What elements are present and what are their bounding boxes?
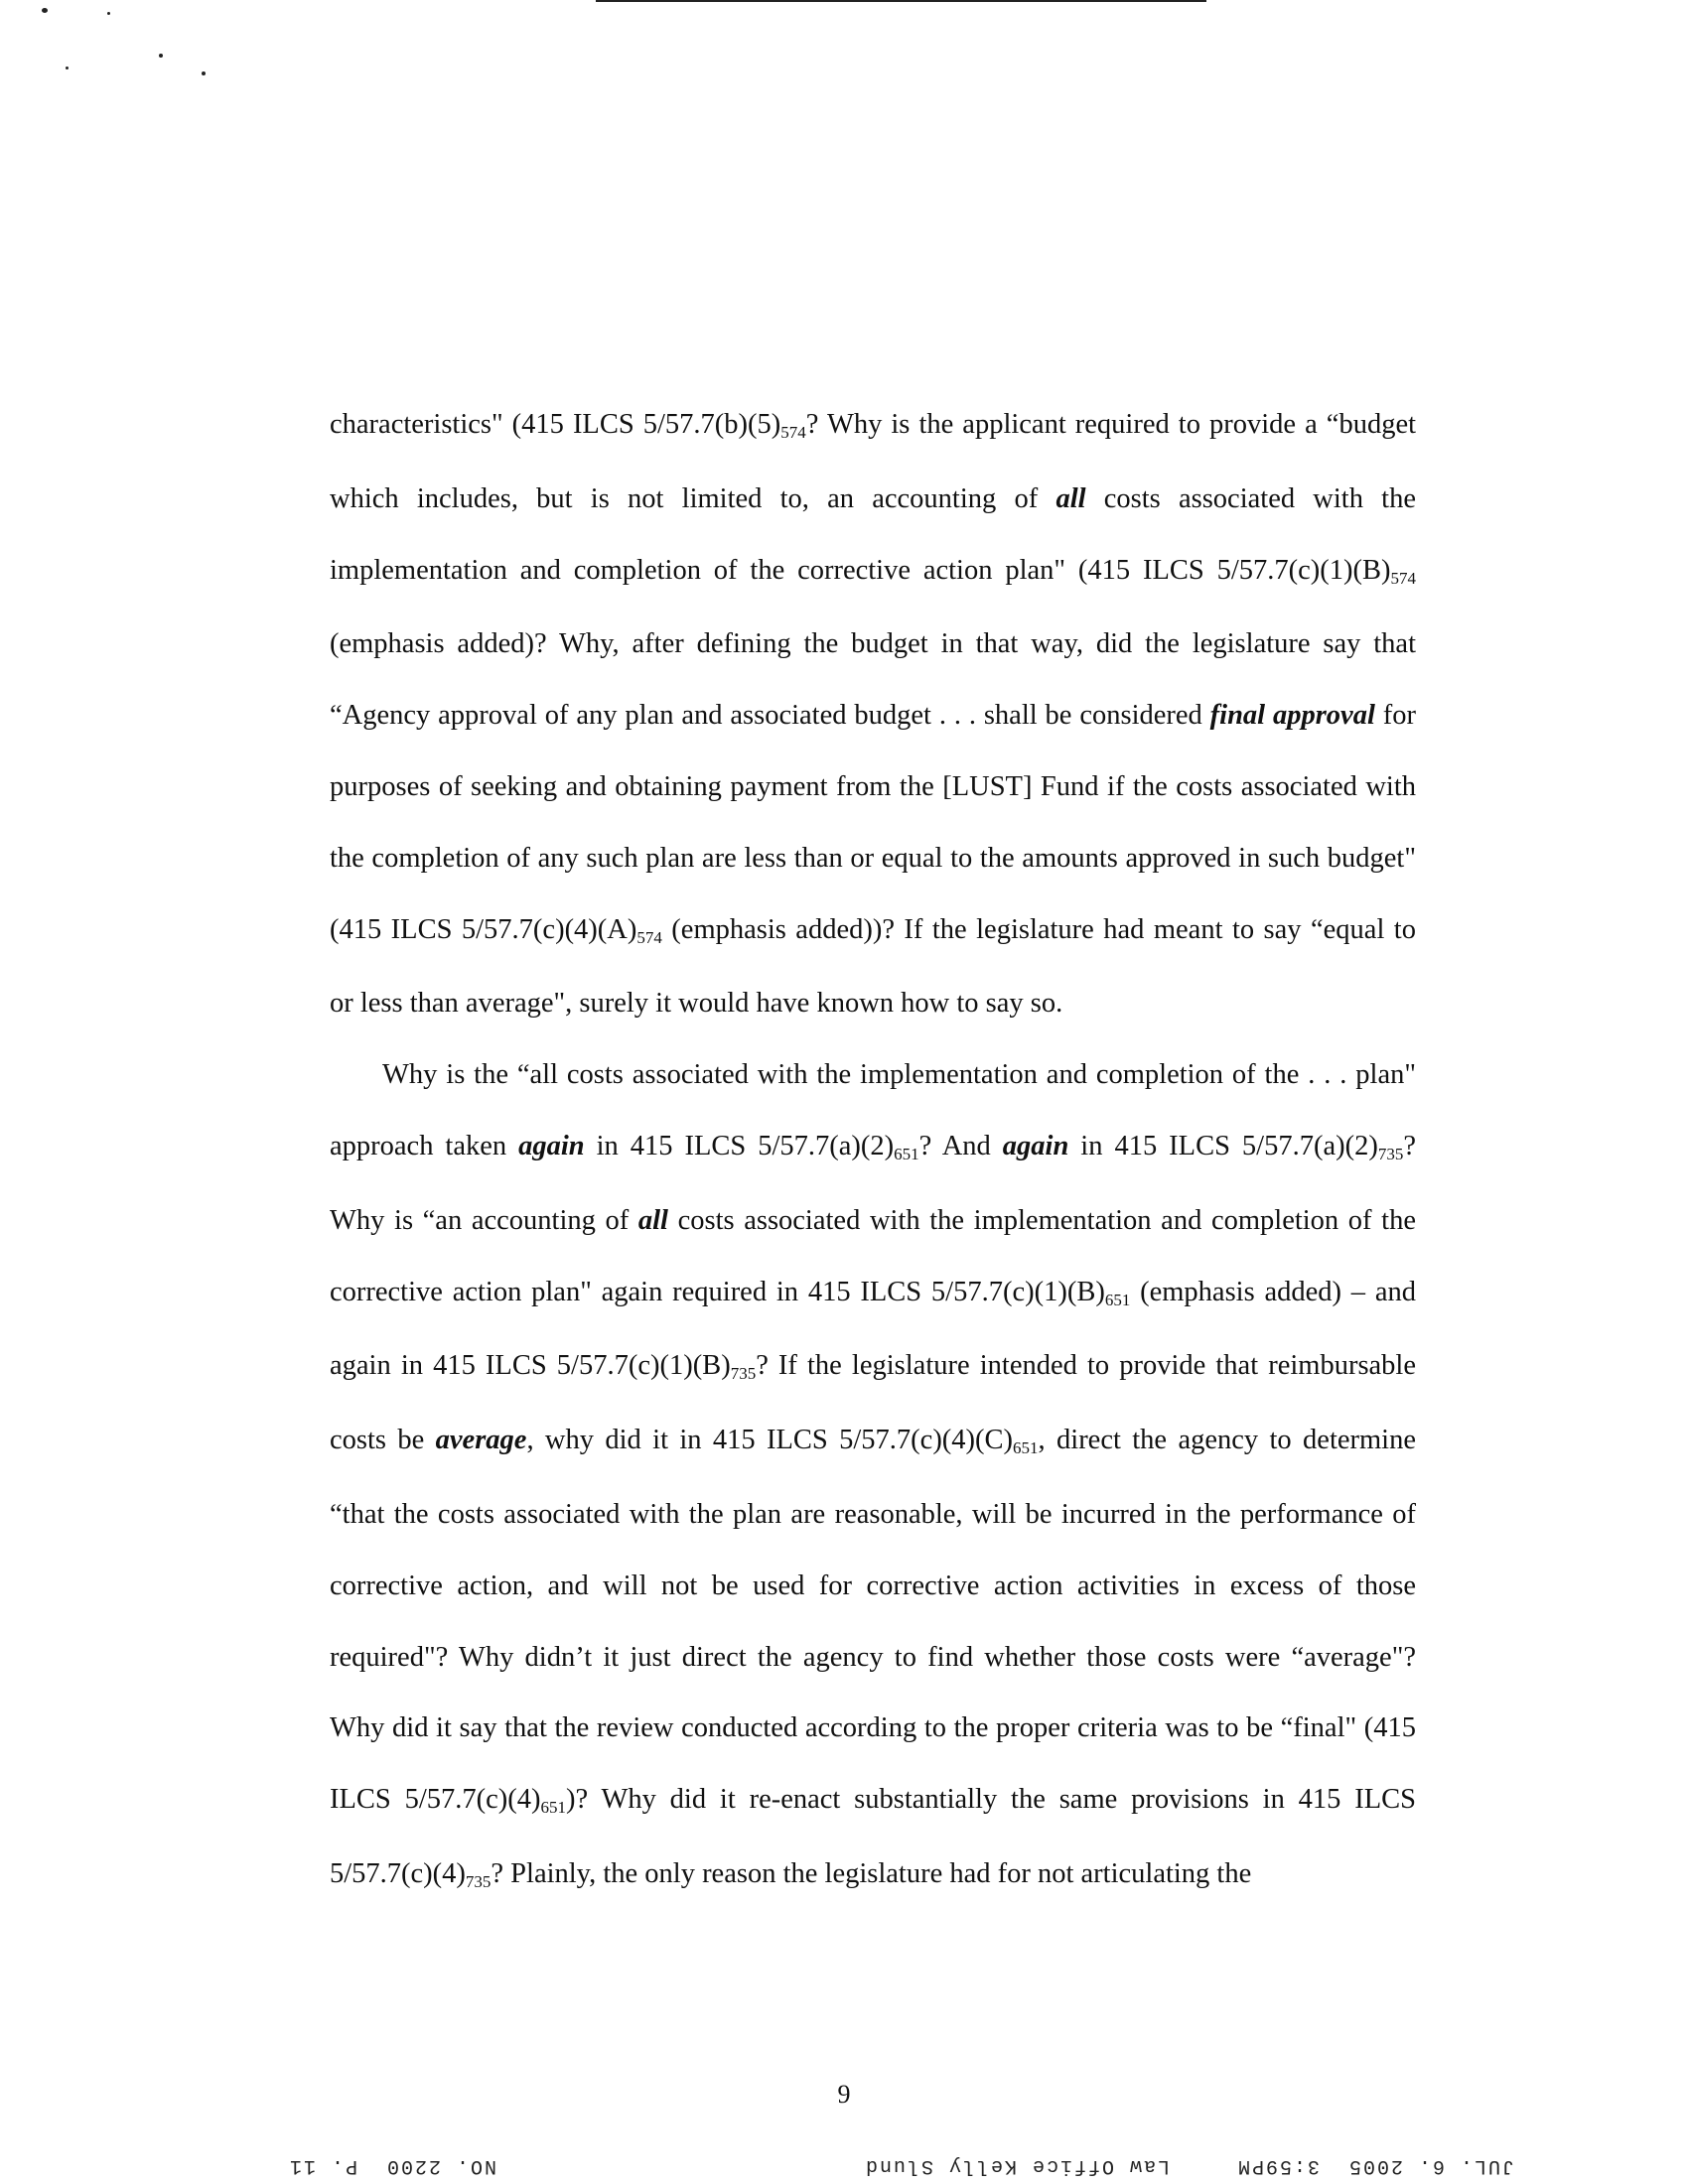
text-run: Why is the “all costs associated with the implementation and completion of the . . . plan" approach taken — [330, 1059, 1416, 1161]
emphasis: again — [518, 1130, 585, 1161]
subscript: 651 — [540, 1798, 566, 1818]
subscript: 574 — [1390, 568, 1416, 588]
subscript: 651 — [1104, 1290, 1131, 1309]
fax-footer-right: JUL. 6. 2005 3:59PM — [1236, 2154, 1515, 2177]
emphasis: final approval — [1209, 700, 1375, 732]
text-run: for purposes of seeking and obtaining payment from the [LUST] Fund if the costs associated with the completion of any such plan are less than or equal to the amounts approved in such budget" (415 ILCS 5/57.7(c)(4)(A) — [330, 700, 1416, 945]
subscript: 574 — [780, 423, 806, 442]
text-run: ? If the legislature intended to provide that reimbursable costs be — [330, 1350, 1416, 1456]
text-run: , direct the agency to determine “that the costs associated with the plan are reasonable, will be incurred in the performance of corrective action, and will not be used for corrective action activities in excess of those required"? Why didn’t it just direct the agency to find whether those costs were “average"? Why did it say that the review conducted according to the proper criteria was to be “final" (415 ILCS 5/57.7(c)(4) — [330, 1425, 1416, 1816]
paragraph-2 — [330, 1039, 1416, 1913]
scan-speck — [107, 12, 110, 15]
text-run: (emphasis added))? If the legislature had meant to say “equal to or less than average", surely it would have known how to say so. — [330, 913, 1416, 1020]
page-number: 9 — [837, 2080, 851, 2109]
text-run: ? And — [918, 1130, 1003, 1161]
text-run: ? Why is the applicant required to provide a “budget which includes, but is not limited to, an accounting of — [330, 409, 1417, 514]
top-border-line — [596, 0, 1206, 2]
emphasis: average — [435, 1425, 527, 1456]
subscript: 735 — [465, 1871, 492, 1891]
document-body — [330, 389, 1416, 1913]
text-run: ? Plainly, the only reason the legislature had for not articulating the — [491, 1857, 1252, 1889]
text-run: in 415 ILCS 5/57.7(a)(2) — [584, 1130, 895, 1161]
subscript: 651 — [1013, 1438, 1039, 1458]
fax-footer-left: NO. 2200 P. 11 — [288, 2154, 497, 2177]
text-run: , why did it in 415 ILCS 5/57.7(c)(4)(C) — [526, 1425, 1014, 1456]
subscript: 735 — [730, 1364, 757, 1384]
text-run: in 415 ILCS 5/57.7(a)(2) — [1068, 1130, 1378, 1161]
paragraph-1 — [330, 389, 1416, 1039]
subscript: 651 — [894, 1144, 919, 1163]
text-run: (emphasis added) – and again in 415 ILCS 5/57.7(c)(1)(B) — [330, 1276, 1416, 1382]
subscript: 735 — [1377, 1144, 1404, 1163]
text-run: (emphasis added)? Why, after defining the budget in that way, did the legislature say that “Agency approval of any plan and associated budget . . . shall be considered — [330, 628, 1416, 732]
fax-footer-center: Law Office Kelly Slund — [864, 2154, 1171, 2177]
emphasis: all — [1055, 482, 1086, 514]
emphasis: again — [1002, 1130, 1069, 1161]
scan-speck — [159, 54, 163, 58]
scan-speck — [42, 8, 48, 13]
text-run: costs associated with the implementation and completion of the corrective action plan" again required in 415 ILCS 5/57.7(c)(1)(B) — [330, 1204, 1416, 1307]
subscript: 574 — [636, 927, 662, 947]
text-run: characteristics" (415 ILCS 5/57.7(b)(5) — [330, 409, 781, 440]
scan-speck — [202, 71, 206, 75]
text-run: )? Why did it re-enact substantially the same provisions in 415 ILCS 5/57.7(c)(4) — [330, 1784, 1416, 1889]
scan-speck — [66, 67, 69, 69]
text-run: costs associated with the implementation and completion of the corrective action plan" (415 ILCS 5/57.7(c)(1)(B) — [330, 482, 1417, 586]
text-run: ? Why is “an accounting of — [330, 1130, 1416, 1236]
emphasis: all — [637, 1204, 668, 1236]
